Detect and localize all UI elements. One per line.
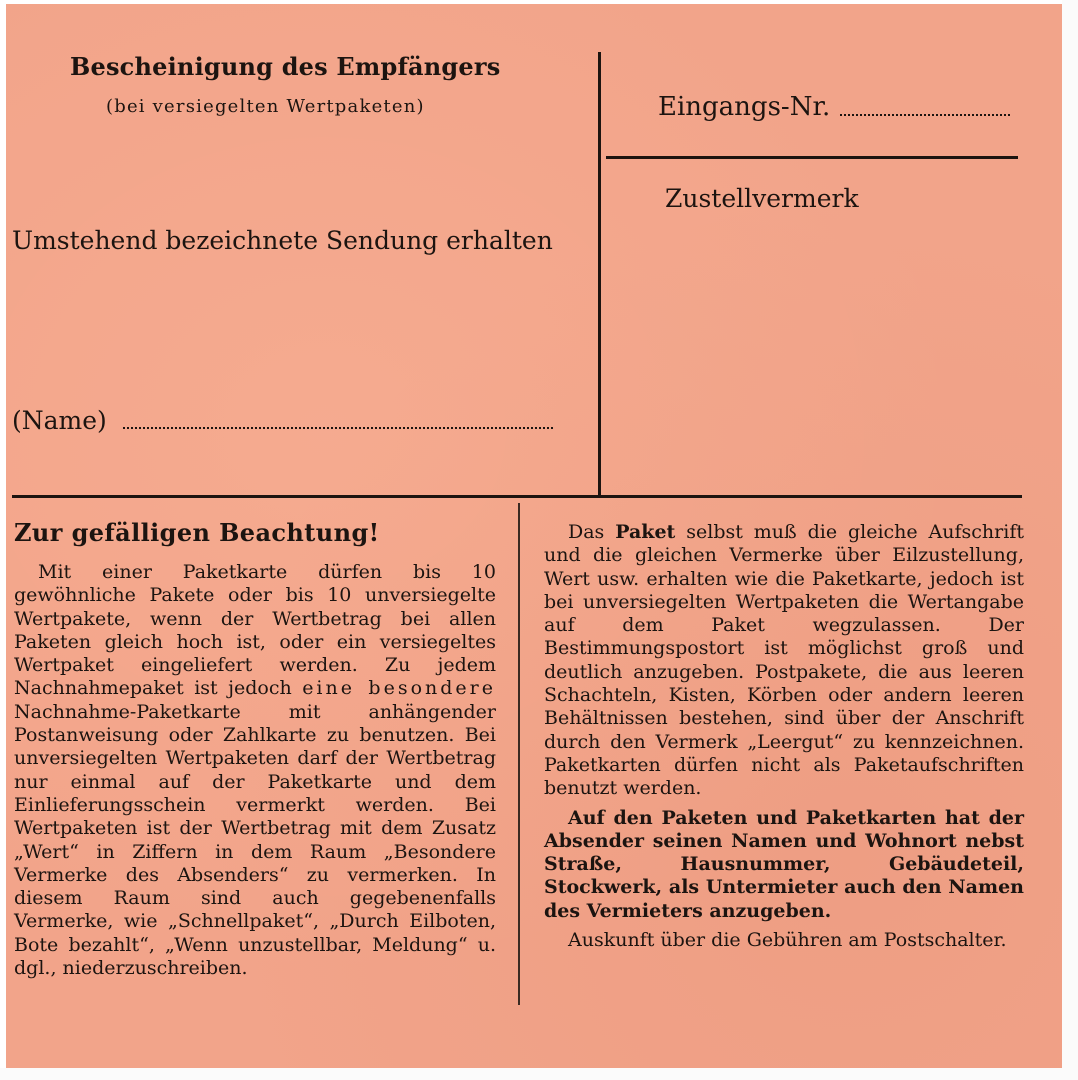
notes-title: Zur gefälligen Beachtung! [14,518,380,547]
delivery-note-label: Zustellvermerk [665,184,859,213]
notes-right-paragraph-1 [544,521,1024,801]
vertical-divider-top [598,52,601,496]
notes-left-paragraph [14,561,496,980]
received-statement: Umstehend bezeichnete Sendung erhalten [12,226,553,255]
notes-left-column [14,561,496,980]
horizontal-divider-middle [12,495,1022,498]
notes-right-bold-word: Paket [615,521,676,543]
notes-left-text-b: Nachnahme-Paketkarte mit anhängender Postanweisung oder Zahlkarte zu benutzen. Bei unversiegelten Wertpaketen darf der Wertbetrag nur einmal auf der Paketkarte und dem Einlieferungsschein vermerkt werden. Bei Wertpaketen ist der Wertbetrag mit dem Zusatz „Wert“ in Ziffern in dem Raum „Besondere Vermerke des Absenders“ zu vermerken. In diesem Raum sind auch gegebenenfalls Vermerke, wie „Schnellpaket“, „Durch Eilboten, Bote bezahlt“, „Wenn unzustellbar, Meldung“ u. dgl., niederzuschreiben. [14,700,496,980]
entry-number-field[interactable] [658,92,1010,122]
certificate-title: Bescheinigung des Empfängers [70,52,501,81]
card-right-edge [1062,0,1078,1080]
notes-right-paragraph-3: Auskunft über die Gebühren am Postschalter. [568,929,1007,952]
right-header-divider [606,156,1018,159]
notes-right-paragraph-2: Auf den Paketen und Paketkarten hat der Absender seinen Namen und Wohnort nebst Straße, Hausnummer, Gebäudeteil, Stockwerk, als Untermieter auch den Namen des Vermieters anzugeben. [544,806,1024,922]
entry-number-label: Eingangs-Nr. [658,92,831,122]
notes-left-text-a: Mit einer Paketkarte dürfen bis 10 gewöhnliche Pakete oder bis 10 unversiegelte Wertpakete, wenn der Wertbetrag bei allen Paketen gleich hoch ist, oder ein versiegeltes Wertpaket eingeliefert werden. Zu jedem Nachnahmepaket ist jedoch [14,561,496,700]
name-field[interactable] [12,406,553,435]
name-dotted-line[interactable] [123,426,553,429]
notes-right-text-b: selbst muß die gleiche Aufschrift und die gleichen Vermerke über Eilzustellung, Wert usw. erhalten wie die Paketkarte, jedoch ist bei unversiegelten Wertpaketen die Wertangabe auf dem Paket wegzulassen. Der Bestimmungspostort ist möglichst groß und deutlich anzugeben. Postpakete, die aus leeren Schachteln, Kisten, Körben oder andern leeren Behältnissen bestehen, sind über der Anschrift durch den Vermerk „Leergut“ zu kennzeichnen. Paketkarten dürfen nicht als Paketaufschriften benutzt werden. [544,521,1025,800]
entry-number-dotted-line[interactable] [840,113,1010,116]
notes-right-text-a: Das [568,521,605,543]
card-bottom-edge [0,1068,1078,1080]
name-label: (Name) [12,406,107,435]
certificate-subtitle: (bei versiegelten Wertpaketen) [106,96,425,117]
vertical-divider-notes [518,503,520,1005]
notes-right-column [544,521,1024,952]
notes-left-spaced-text: eine besondere [302,677,496,700]
